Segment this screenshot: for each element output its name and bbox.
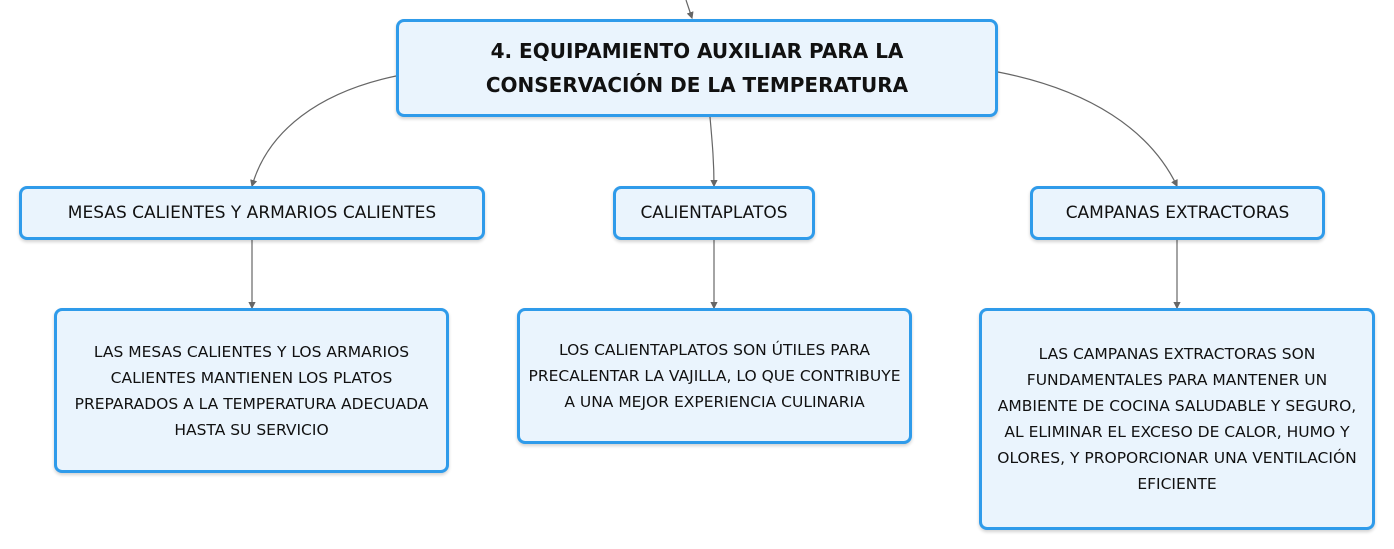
connector-root-to-mesas [252, 76, 396, 186]
branch-topic-calientaplatos[interactable] [613, 186, 815, 240]
connector-root-to-campanas [998, 72, 1177, 186]
incoming-connector [686, 0, 692, 18]
branch-topic-label: CALIENTAPLATOS [640, 203, 788, 223]
leaf-topic-calientaplatos[interactable] [517, 308, 912, 444]
branch-topic-campanas-extractoras[interactable] [1030, 186, 1325, 240]
connector-root-to-calientaplatos [710, 117, 714, 186]
leaf-topic-text: LAS MESAS CALIENTES Y LOS ARMARIOS CALIENTES MANTIENEN LOS PLATOS PREPARADOS A LA TEMPERATURA ADECUADA HASTA SU SERVICIO [74, 342, 429, 439]
branch-topic-mesas-calientes[interactable] [19, 186, 485, 240]
root-topic[interactable] [396, 19, 998, 117]
leaf-topic-mesas-calientes[interactable] [54, 308, 449, 473]
leaf-topic-text: LOS CALIENTAPLATOS SON ÚTILES PARA PRECALENTAR LA VAJILLA, LO QUE CONTRIBUYE A UNA MEJOR EXPERIENCIA CULINARIA [528, 341, 901, 411]
leaf-topic-campanas-extractoras[interactable] [979, 308, 1375, 530]
leaf-topic-text: LAS CAMPANAS EXTRACTORAS SON FUNDAMENTALES PARA MANTENER UN AMBIENTE DE COCINA SALUDABLE Y SEGURO, AL ELIMINAR EL EXCESO DE CALOR, HUMO Y OLORES, Y PROPORCIONAR UNA VENTILACIÓN EFICIENTE [997, 345, 1357, 493]
root-topic-title: 4. EQUIPAMIENTO AUXILIAR PARA LA CONSERVACIÓN DE LA TEMPERATURA [485, 39, 909, 97]
branch-topic-label: CAMPANAS EXTRACTORAS [1065, 203, 1290, 223]
branch-topic-label: MESAS CALIENTES Y ARMARIOS CALIENTES [67, 203, 437, 223]
